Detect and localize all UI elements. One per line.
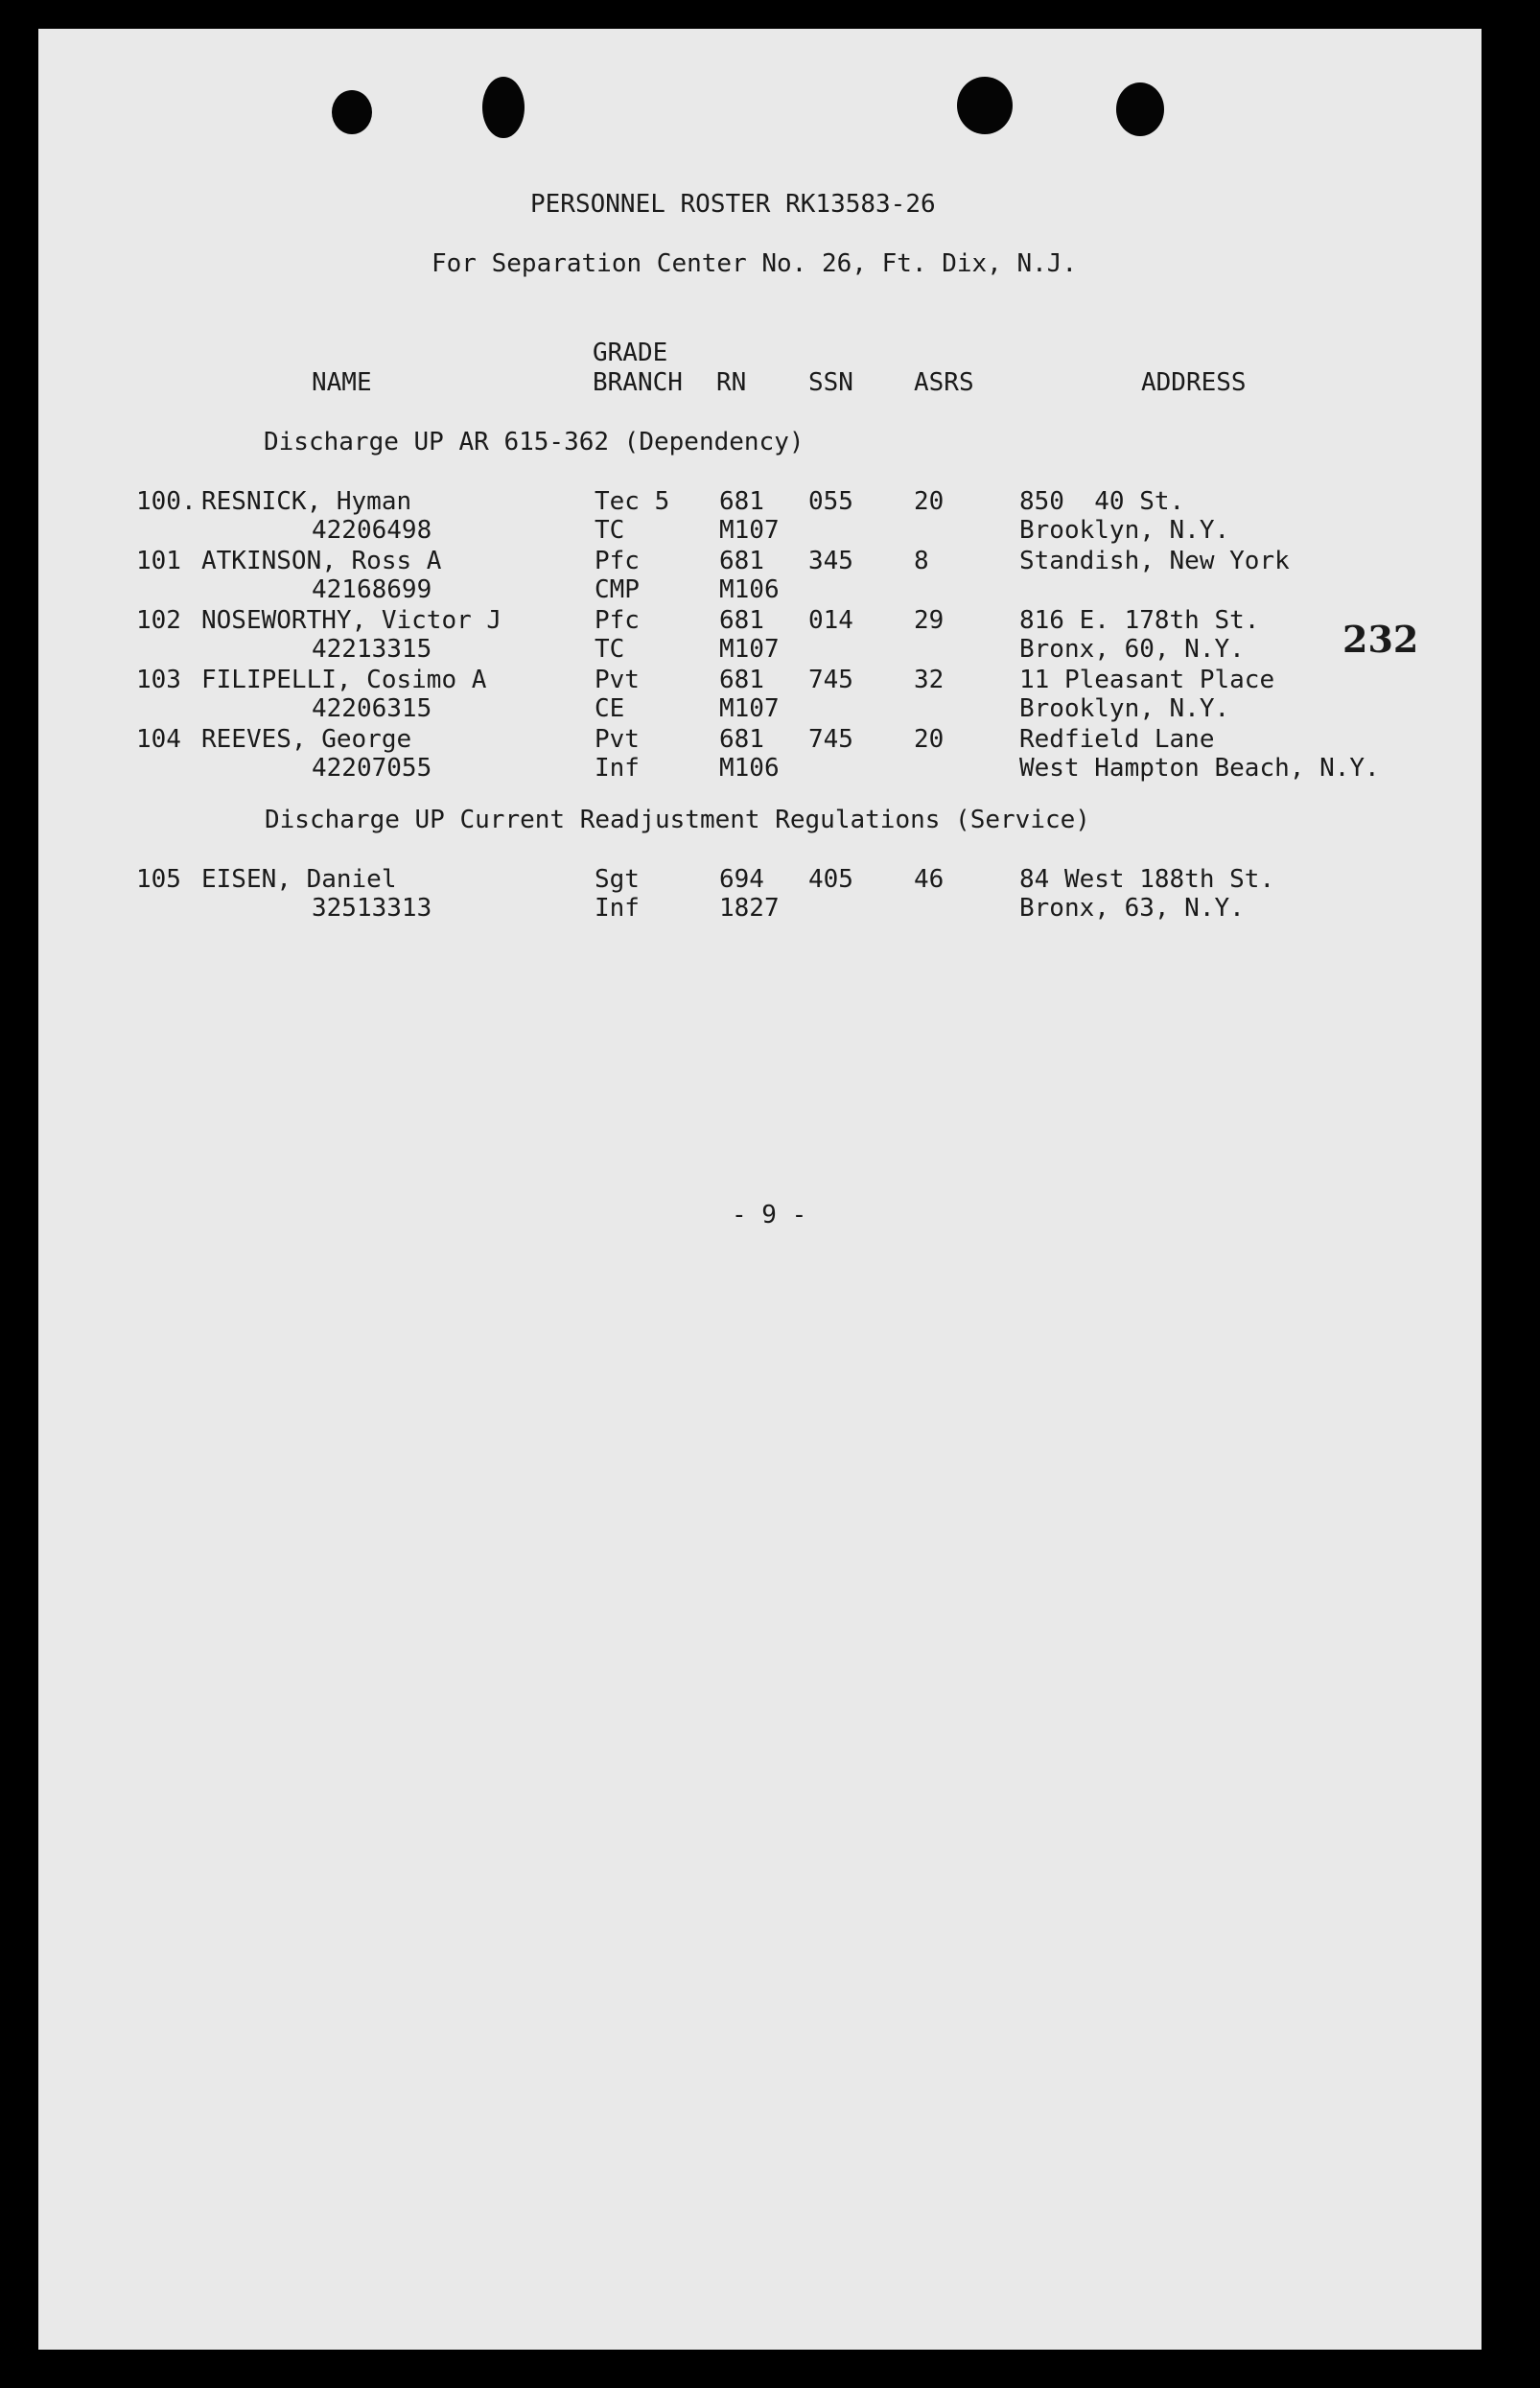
entry-serial: 42206315	[312, 694, 432, 723]
entry-rn: 681	[719, 725, 764, 754]
entry-number: 104	[136, 725, 181, 754]
entry-asrs: 46	[914, 865, 945, 894]
entry-grade: Pvt	[595, 666, 640, 694]
entry-ssn: 014	[808, 606, 853, 635]
entry-number: 102	[136, 606, 181, 635]
punch-hole	[332, 90, 372, 134]
entry-rn-sub: 1827	[719, 894, 780, 923]
document-page	[38, 29, 1482, 2350]
entry-ssn: 345	[808, 547, 853, 575]
entry-name: FILIPELLI, Cosimo A	[201, 666, 487, 694]
entry-asrs: 8	[914, 547, 929, 575]
entry-address-line2: Brooklyn, N.Y.	[1019, 516, 1230, 545]
table-row	[38, 547, 1482, 604]
entry-ssn: 055	[808, 487, 853, 516]
entry-rn: 681	[719, 487, 764, 516]
entry-branch: TC	[595, 635, 625, 664]
entry-address-line1: 84 West 188th St.	[1019, 865, 1275, 894]
section-heading: Discharge UP Current Readjustment Regulations (Service)	[265, 806, 1090, 834]
punch-hole	[957, 77, 1013, 134]
entry-address-line2: Brooklyn, N.Y.	[1019, 694, 1230, 723]
entry-address-line1: Standish, New York	[1019, 547, 1290, 575]
entry-address-line2: Bronx, 60, N.Y.	[1019, 635, 1245, 664]
document-subtitle: For Separation Center No. 26, Ft. Dix, N.J.	[432, 249, 1078, 278]
entry-rn-sub: M106	[719, 575, 780, 604]
entry-name: RESNICK, Hyman	[201, 487, 412, 516]
entry-number: 103	[136, 666, 181, 694]
section-heading: Discharge UP AR 615-362 (Dependency)	[264, 428, 805, 457]
entry-branch: Inf	[595, 754, 640, 783]
entry-name: ATKINSON, Ross A	[201, 547, 442, 575]
punch-hole	[1116, 82, 1164, 136]
entry-name: NOSEWORTHY, Victor J	[201, 606, 502, 635]
entry-number: 100.	[136, 487, 197, 516]
entry-serial: 42213315	[312, 635, 432, 664]
entry-asrs: 29	[914, 606, 945, 635]
entry-address-line1: 850 40 St.	[1019, 487, 1185, 516]
entry-rn-sub: M107	[719, 694, 780, 723]
entry-address-line1: Redfield Lane	[1019, 725, 1215, 754]
entry-rn-sub: M107	[719, 516, 780, 545]
entry-asrs: 20	[914, 487, 945, 516]
entry-rn: 694	[719, 865, 764, 894]
column-header-grade: GRADE	[593, 339, 668, 367]
entry-branch: TC	[595, 516, 625, 545]
page-stamp: 232	[1342, 618, 1419, 661]
table-row	[38, 865, 1482, 923]
entry-serial: 42168699	[312, 575, 432, 604]
entry-rn-sub: M106	[719, 754, 780, 783]
column-header-ssn: SSN	[808, 368, 853, 397]
entry-ssn: 745	[808, 725, 853, 754]
entry-grade: Tec 5	[595, 487, 670, 516]
column-header-branch: BRANCH	[593, 368, 683, 397]
table-row	[38, 606, 1482, 664]
entry-serial: 32513313	[312, 894, 432, 923]
entry-name: REEVES, George	[201, 725, 412, 754]
entry-asrs: 32	[914, 666, 945, 694]
entry-serial: 42206498	[312, 516, 432, 545]
column-header-address: ADDRESS	[1141, 368, 1247, 397]
entry-number: 105	[136, 865, 181, 894]
entry-rn: 681	[719, 547, 764, 575]
table-row	[38, 666, 1482, 723]
entry-grade: Sgt	[595, 865, 640, 894]
document-title: PERSONNEL ROSTER RK13583-26	[530, 190, 936, 219]
entry-address-line1: 11 Pleasant Place	[1019, 666, 1275, 694]
entry-ssn: 745	[808, 666, 853, 694]
entry-number: 101	[136, 547, 181, 575]
column-header-name: NAME	[312, 368, 372, 397]
entry-grade: Pfc	[595, 606, 640, 635]
entry-name: EISEN, Daniel	[201, 865, 397, 894]
entry-asrs: 20	[914, 725, 945, 754]
entry-serial: 42207055	[312, 754, 432, 783]
entry-branch: Inf	[595, 894, 640, 923]
entry-address-line1: 816 E. 178th St.	[1019, 606, 1260, 635]
entry-rn: 681	[719, 606, 764, 635]
table-row	[38, 725, 1482, 783]
entry-branch: CE	[595, 694, 625, 723]
entry-grade: Pvt	[595, 725, 640, 754]
column-header-asrs: ASRS	[914, 368, 974, 397]
entry-rn: 681	[719, 666, 764, 694]
entry-address-line2: Bronx, 63, N.Y.	[1019, 894, 1245, 923]
punch-hole	[482, 77, 525, 138]
entry-grade: Pfc	[595, 547, 640, 575]
entry-ssn: 405	[808, 865, 853, 894]
page-number: - 9 -	[732, 1201, 807, 1229]
entry-address-line2: West Hampton Beach, N.Y.	[1019, 754, 1380, 783]
table-row	[38, 487, 1482, 545]
entry-branch: CMP	[595, 575, 640, 604]
column-header-rn: RN	[716, 368, 747, 397]
entry-rn-sub: M107	[719, 635, 780, 664]
